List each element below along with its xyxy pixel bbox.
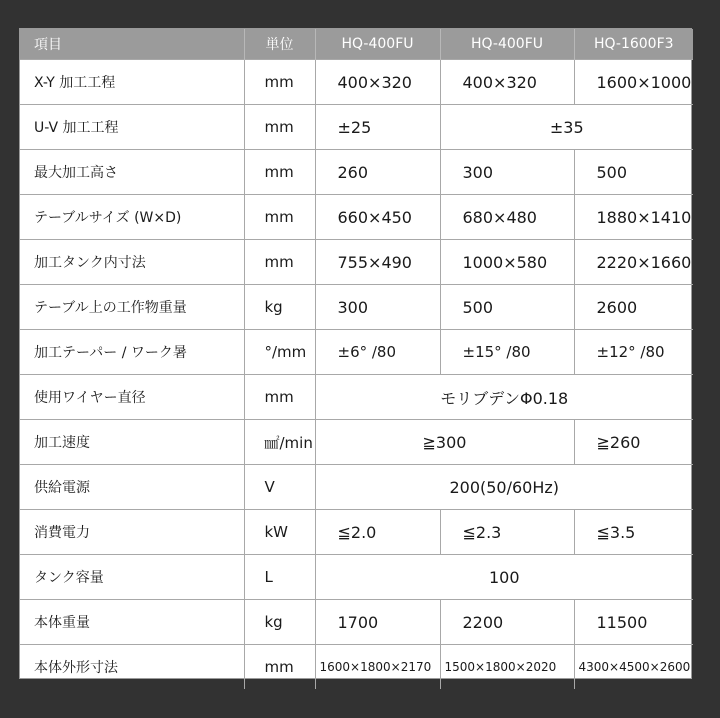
row-value: ≧260 [574, 420, 693, 465]
row-value: ≦2.0 [315, 510, 440, 555]
row-unit: mm [244, 195, 315, 240]
table-row [20, 195, 693, 240]
header-item: 項目 [20, 29, 244, 60]
row-item: 加工速度 [20, 420, 244, 465]
table-row [20, 465, 693, 510]
row-value: ≦2.3 [440, 510, 574, 555]
row-value: ±15° /80 [440, 330, 574, 375]
row-item: 本体重量 [20, 600, 244, 645]
row-value-merged: 200(50/60Hz) [315, 465, 693, 510]
row-value: 11500 [574, 600, 693, 645]
row-unit: mm [244, 645, 315, 690]
row-unit: V [244, 465, 315, 510]
table-row [20, 150, 693, 195]
row-value: 1700 [315, 600, 440, 645]
row-item: 使用ワイヤー直径 [20, 375, 244, 420]
table-row [20, 600, 693, 645]
row-value-merged: 100 [315, 555, 693, 600]
row-item: X-Y 加工工程 [20, 60, 244, 105]
row-value: 1600×1000 [574, 60, 693, 105]
row-unit: ㎟/min [244, 420, 315, 465]
table-row [20, 285, 693, 330]
header-model-1: HQ-400FU [315, 29, 440, 60]
table-row [20, 330, 693, 375]
row-item: テーブル上の工作物重量 [20, 285, 244, 330]
row-unit: kg [244, 600, 315, 645]
table-row [20, 375, 693, 420]
spec-table [20, 29, 693, 689]
row-item: タンク容量 [20, 555, 244, 600]
row-unit: mm [244, 375, 315, 420]
row-value-merged: ≧300 [315, 420, 574, 465]
row-item: テーブルサイズ (W×D) [20, 195, 244, 240]
table-row [20, 510, 693, 555]
row-unit: mm [244, 240, 315, 285]
table-row [20, 645, 693, 690]
row-unit: °/mm [244, 330, 315, 375]
row-value: ±12° /80 [574, 330, 693, 375]
row-value: 500 [574, 150, 693, 195]
row-item: 消費電力 [20, 510, 244, 555]
row-unit: L [244, 555, 315, 600]
row-value: 4300×4500×2600 [574, 645, 693, 690]
row-value: 660×450 [315, 195, 440, 240]
row-value: ±25 [315, 105, 440, 150]
row-item: 本体外形寸法 [20, 645, 244, 690]
row-value-merged: モリブデンΦ0.18 [315, 375, 693, 420]
row-item: U-V 加工工程 [20, 105, 244, 150]
header-row [20, 29, 693, 60]
table-row [20, 240, 693, 285]
row-value: 300 [440, 150, 574, 195]
row-unit: kW [244, 510, 315, 555]
row-value: 500 [440, 285, 574, 330]
row-value: ±6° /80 [315, 330, 440, 375]
table-row [20, 60, 693, 105]
row-value: 300 [315, 285, 440, 330]
row-unit: kg [244, 285, 315, 330]
table-row [20, 420, 693, 465]
row-value: 1000×580 [440, 240, 574, 285]
header-unit: 単位 [244, 29, 315, 60]
row-value: 2220×1660 [574, 240, 693, 285]
row-value: 1880×1410 [574, 195, 693, 240]
row-item: 加工タンク内寸法 [20, 240, 244, 285]
row-value: ≦3.5 [574, 510, 693, 555]
table-row [20, 105, 693, 150]
row-item: 最大加工高さ [20, 150, 244, 195]
row-unit: mm [244, 60, 315, 105]
table-row [20, 555, 693, 600]
row-unit: mm [244, 105, 315, 150]
header-model-2: HQ-400FU [440, 29, 574, 60]
row-value: 2200 [440, 600, 574, 645]
row-value: 1600×1800×2170 [315, 645, 440, 690]
row-value: 260 [315, 150, 440, 195]
row-value: 400×320 [315, 60, 440, 105]
row-value-merged: ±35 [440, 105, 693, 150]
row-value: 2600 [574, 285, 693, 330]
row-value: 400×320 [440, 60, 574, 105]
row-value: 755×490 [315, 240, 440, 285]
row-value: 680×480 [440, 195, 574, 240]
spec-table-frame [19, 28, 692, 679]
row-item: 供給電源 [20, 465, 244, 510]
row-item: 加工テーパー / ワーク暑 [20, 330, 244, 375]
row-value: 1500×1800×2020 [440, 645, 574, 690]
row-unit: mm [244, 150, 315, 195]
header-model-3: HQ-1600F3 [574, 29, 693, 60]
